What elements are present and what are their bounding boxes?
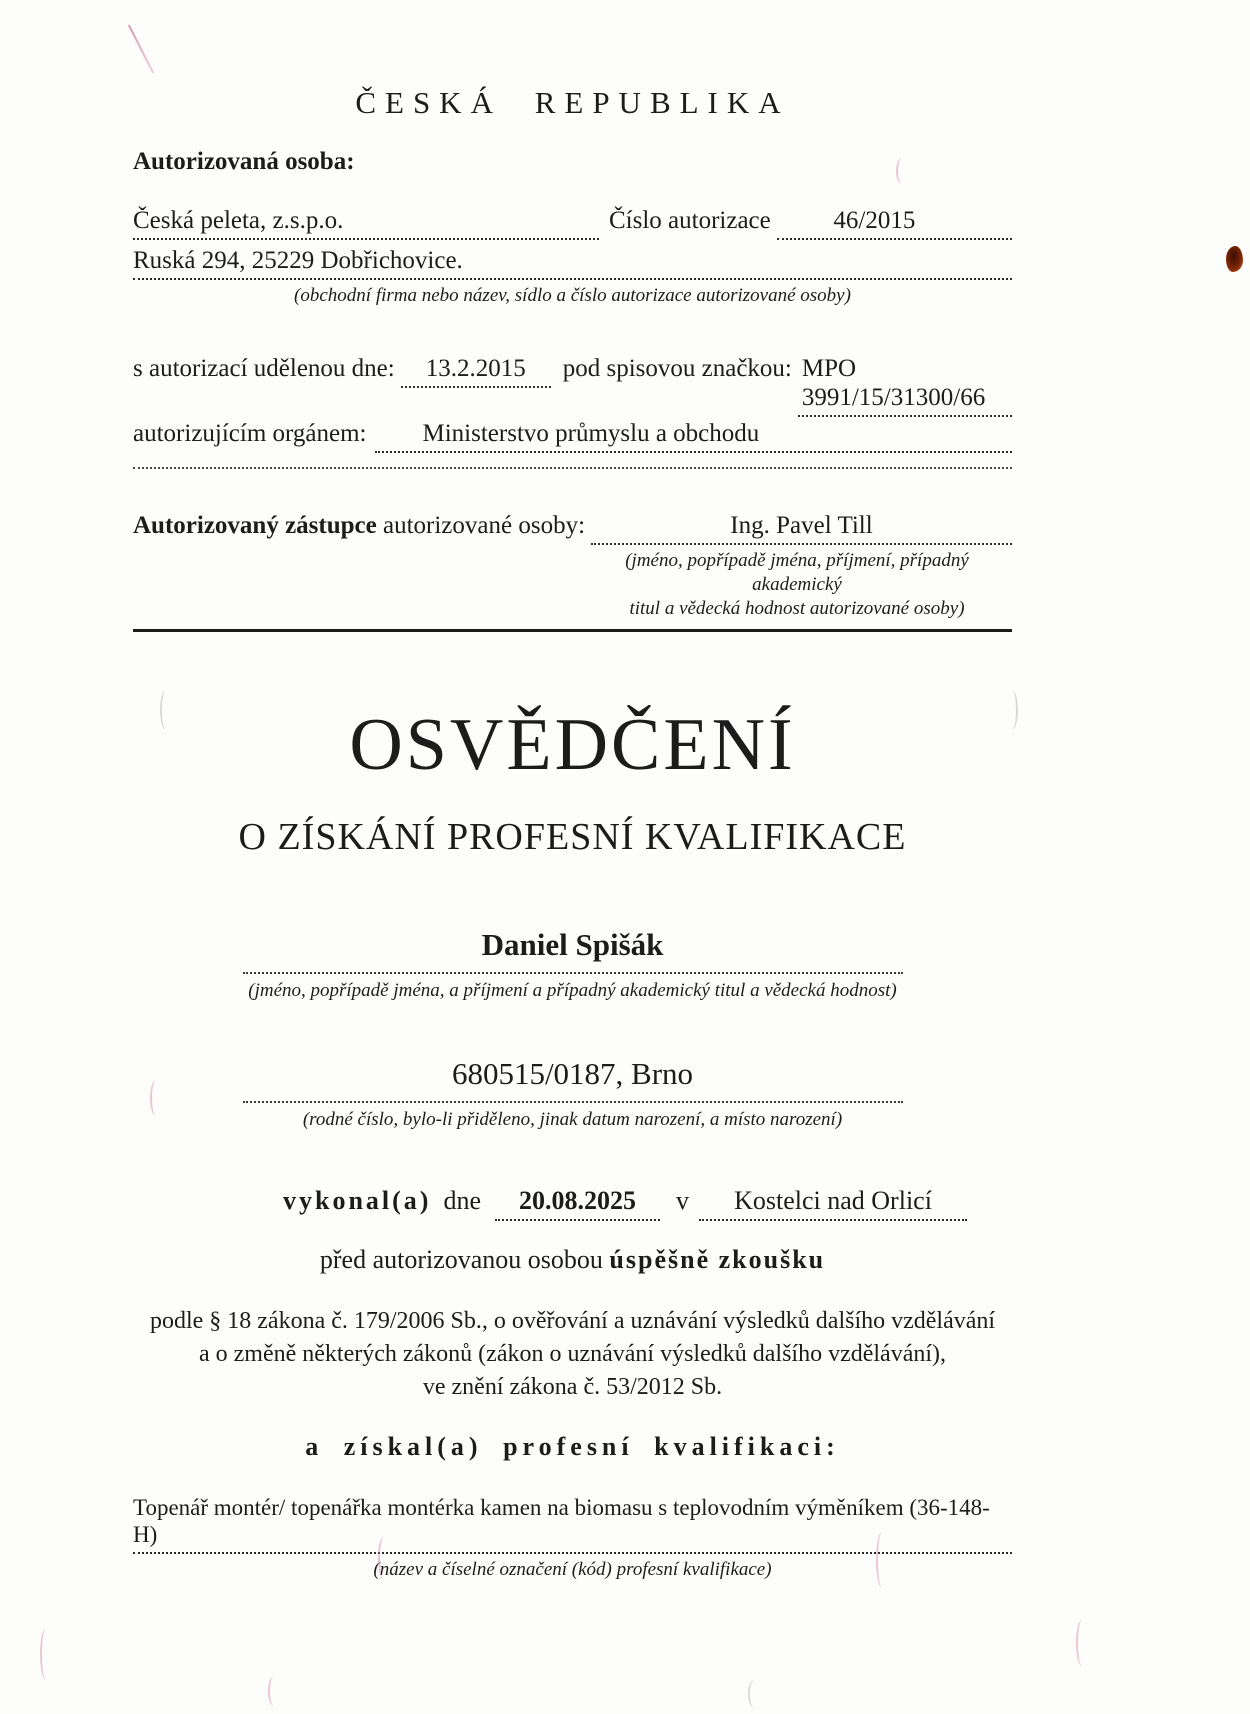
file-ref-label: pod spisovou značkou:: [562, 355, 792, 382]
organization-row: [133, 206, 1012, 240]
representative-label-bold: Autorizovaný zástupce: [133, 512, 377, 539]
birth-id: 680515/0187, Brno: [451, 1056, 694, 1091]
authorization-granted-row: [133, 354, 1012, 417]
authority-field: Ministerstvo průmyslu a obchodu: [375, 419, 1013, 453]
performed-row: [283, 1186, 1012, 1221]
law-paragraph: [133, 1305, 1012, 1404]
scan-scratch-artifact: [128, 24, 154, 73]
performed-date-field: 20.08.2025: [495, 1186, 660, 1221]
exam-result-normal: před autorizovanou osobou: [319, 1245, 603, 1274]
qualification-caption: (název a číselné označení (kód) profesní kvalifikace): [373, 1559, 772, 1580]
exam-result-line: [133, 1245, 1012, 1275]
scan-mark-artifact: [268, 1676, 280, 1706]
representative-caption-line1: (jméno, popřípadě jména, příjmení, případný akademický: [625, 550, 969, 595]
scan-mark-artifact: [40, 1628, 52, 1680]
org-address-field: Ruská 294, 25229 Dobřichovice.: [133, 246, 1012, 280]
country-title: ČESKÁ REPUBLIKA: [355, 85, 790, 120]
authority-row: [133, 419, 1012, 453]
representative-row: [133, 511, 1012, 545]
representative-label: [133, 511, 585, 540]
performed-dne-label: dne: [443, 1186, 482, 1215]
performed-place-field: Kostelci nad Orlicí: [699, 1186, 967, 1221]
certificate-title: OSVĚDČENÍ: [349, 704, 796, 786]
granted-date-field: 13.2.2015: [401, 354, 551, 388]
performed-label: vykonal(a): [283, 1186, 432, 1215]
performed-v-label: v: [676, 1186, 690, 1215]
birth-caption: (rodné číslo, bylo-li přiděleno, jinak datum narození, a místo narození): [302, 1109, 843, 1130]
birth-id-underline: [243, 1101, 903, 1103]
holder-name-underline: [243, 972, 903, 974]
dotted-divider: [133, 467, 1012, 469]
auth-number-field: 46/2015: [777, 206, 1012, 240]
law-line3: ve znění zákona č. 53/2012 Sb.: [422, 1374, 723, 1400]
representative-name-field: Ing. Pavel Till: [591, 511, 1012, 545]
section-rule: [133, 629, 1012, 632]
authority-label: autorizujícím orgánem:: [133, 420, 367, 447]
authorized-person-label: Autorizovaná osoba:: [133, 148, 355, 175]
gained-qualification-title: a získal(a) profesní kvalifikaci:: [305, 1432, 840, 1461]
org-caption: (obchodní firma nebo název, sídlo a číslo autorizace autorizované osoby): [294, 285, 851, 306]
holder-name: Daniel Spišák: [481, 927, 664, 962]
document-content: [0, 85, 1250, 1582]
law-line2: a o změně některých zákonů (zákon o uznávání výsledků dalšího vzdělávání),: [198, 1341, 947, 1367]
exam-result-bold: úspěšně zkoušku: [609, 1245, 826, 1274]
scan-mark-artifact: [748, 1680, 760, 1708]
representative-label-rest: autorizované osoby:: [376, 512, 586, 539]
auth-number-label: Číslo autorizace: [609, 207, 771, 234]
qualification-field: Topenář montér/ topenářka montérka kamen na biomasu s teplovodním výměníkem (36-148-H): [133, 1494, 1012, 1554]
law-line1: podle § 18 zákona č. 179/2006 Sb., o ověřování a uznávání výsledků dalšího vzdělávání: [149, 1308, 996, 1334]
org-name-field: Česká peleta, z.s.p.o.: [133, 206, 599, 240]
representative-caption-line2: titul a vědecká hodnost autorizované osoby): [629, 598, 965, 619]
holder-caption: (jméno, popřípadě jména, a příjmení a případný akademický titul a vědecká hodnost): [248, 980, 897, 1001]
scan-mark-artifact: [1076, 1620, 1088, 1666]
representative-caption: [582, 549, 1012, 621]
certificate-subtitle: O ZÍSKÁNÍ PROFESNÍ KVALIFIKACE: [238, 816, 907, 858]
granted-date-label: s autorizací udělenou dne:: [133, 355, 395, 382]
file-ref-field: MPO 3991/15/31300/66: [798, 354, 1012, 417]
